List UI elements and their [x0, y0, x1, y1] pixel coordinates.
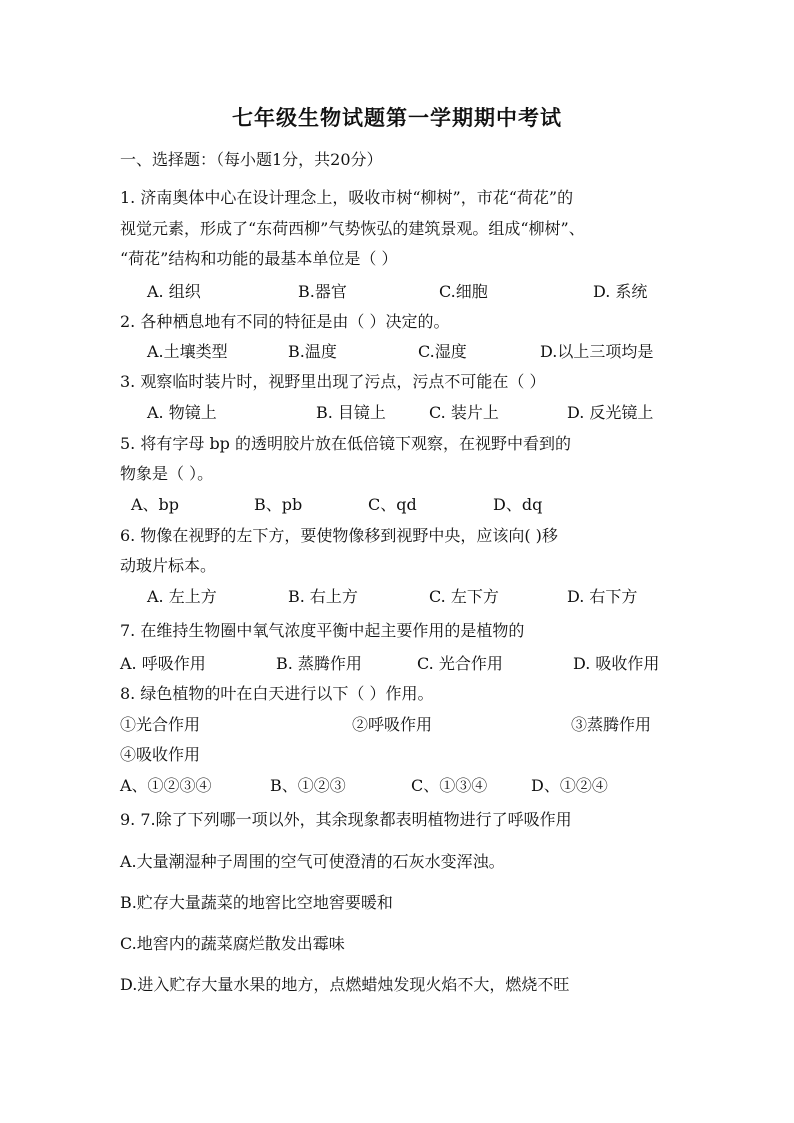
question-1-line-1: 1. 济南奥体中心在设计理念上，吸收市树“柳树”，市花“荷花”的	[120, 188, 574, 207]
question-7-option-a: A. 呼吸作用	[120, 654, 206, 673]
question-2-option-d: D.以上三项均是	[540, 342, 654, 361]
question-8-option-c: C、①③④	[411, 776, 488, 795]
question-7-option-c: C. 光合作用	[417, 654, 503, 673]
question-8-line-1: 8. 绿色植物的叶在白天进行以下（ ）作用。	[120, 684, 434, 703]
question-6-option-d: D. 右下方	[567, 587, 638, 606]
question-6-line-1: 6. 物像在视野的左下方，要使物像移到视野中央，应该向( )移	[120, 526, 558, 545]
question-3-option-d: D. 反光镜上	[567, 403, 654, 422]
question-9-option-a: A.大量潮湿种子周围的空气可使澄清的石灰水变浑浊。	[120, 852, 505, 871]
question-5-line-1: 5. 将有字母 bp 的透明胶片放在低倍镜下观察，在视野中看到的	[120, 434, 572, 453]
question-8-option-d: D、①②④	[531, 776, 608, 795]
question-9-option-b: B.贮存大量蔬菜的地窖比空地窖要暖和	[120, 893, 393, 912]
question-1-option-d: D. 系统	[593, 282, 648, 301]
question-6-option-b: B. 右上方	[288, 587, 358, 606]
question-8-item-4: ④吸收作用	[120, 745, 201, 764]
question-2-line-1: 2. 各种栖息地有不同的特征是由（ ）决定的。	[120, 312, 450, 331]
question-1-option-b: B.器官	[298, 282, 347, 301]
section-heading: 一、选择题：（每小题1分，共20分）	[120, 150, 383, 169]
question-8-item-3: ③蒸腾作用	[571, 715, 652, 734]
page-title: 七年级生物试题第一学期期中考试	[232, 105, 562, 130]
question-7-line-1: 7. 在维持生物圈中氧气浓度平衡中起主要作用的是植物的	[120, 621, 525, 640]
question-3-option-b: B. 目镜上	[316, 403, 386, 422]
question-2-option-a: A.土壤类型	[147, 342, 228, 361]
question-5-option-d: D、dq	[493, 495, 543, 514]
question-6-line-2: 动玻片标本。	[120, 556, 217, 575]
question-1-option-c: C.细胞	[439, 282, 488, 301]
question-8-option-b: B、①②③	[270, 776, 346, 795]
question-1-line-3: “荷花”结构和功能的最基本单位是（ ）	[120, 249, 398, 268]
question-9-line-1: 9. 7.除了下列哪一项以外，其余现象都表明植物进行了呼吸作用	[120, 810, 572, 829]
question-5-option-b: B、pb	[254, 495, 303, 514]
question-9-option-d: D.进入贮存大量水果的地方，点燃蜡烛发现火焰不大，燃烧不旺	[120, 975, 570, 994]
question-1-line-2: 视觉元素，形成了“东荷西柳”气势恢弘的建筑景观。组成“柳树”、	[120, 219, 585, 238]
question-7-option-b: B. 蒸腾作用	[276, 654, 362, 673]
question-2-option-b: B.温度	[288, 342, 337, 361]
question-8-option-a: A、①②③④	[120, 776, 212, 795]
question-7-option-d: D. 吸收作用	[573, 654, 660, 673]
question-5-option-c: C、qd	[368, 495, 417, 514]
question-5-line-2: 物象是（ ）。	[120, 464, 214, 483]
question-1-option-a: A. 组织	[147, 282, 201, 301]
question-2-option-c: C.湿度	[418, 342, 467, 361]
question-8-item-2: ②呼吸作用	[352, 715, 433, 734]
question-6-option-c: C. 左下方	[429, 587, 499, 606]
question-8-item-1: ①光合作用	[120, 715, 201, 734]
question-6-option-a: A. 左上方	[147, 587, 217, 606]
question-5-option-a: A、bp	[131, 495, 180, 514]
question-9-option-c: C.地窖内的蔬菜腐烂散发出霉味	[120, 934, 345, 953]
question-3-option-a: A. 物镜上	[147, 403, 217, 422]
question-3-line-1: 3. 观察临时装片时，视野里出现了污点，污点不可能在（ ）	[120, 372, 546, 391]
question-3-option-c: C. 装片上	[429, 403, 499, 422]
